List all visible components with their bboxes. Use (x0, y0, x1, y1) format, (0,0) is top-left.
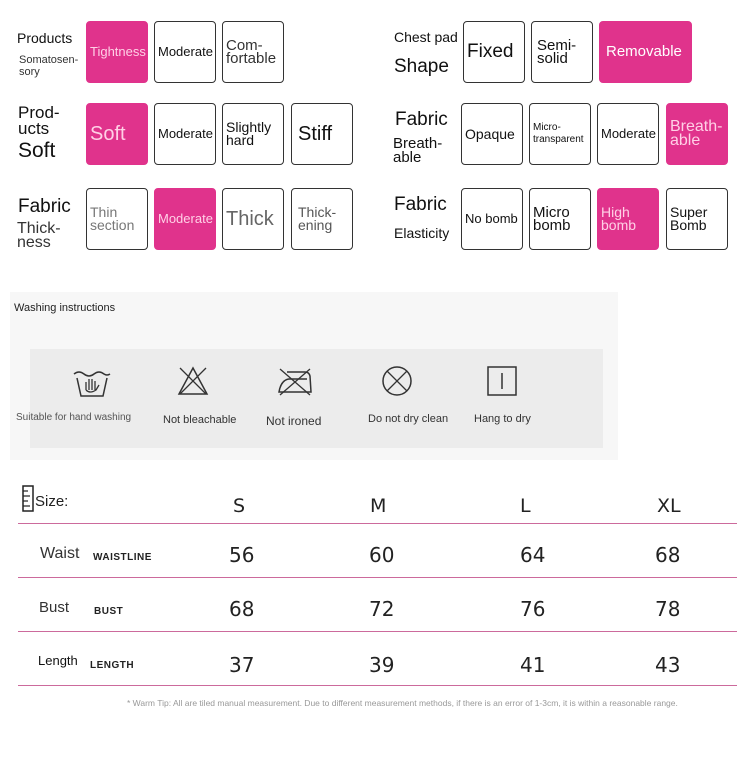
row-name: Waist (40, 545, 80, 562)
softness-option: Stiff (291, 103, 353, 165)
breathable-title: Fabric (395, 109, 448, 130)
size-column-header: M (370, 495, 387, 517)
wash-label: Suitable for hand washing (16, 412, 132, 423)
washing-icons-area (30, 349, 603, 448)
tightness-option: Moderate (154, 21, 216, 83)
wash-label: Not ironed (266, 414, 322, 428)
wash-label: Do not dry clean (368, 413, 449, 425)
table-divider (18, 685, 737, 686)
size-column-header: S (233, 495, 246, 517)
table-cell: 72 (369, 597, 395, 621)
table-divider (18, 631, 737, 632)
softness-title-1: Prod- (18, 103, 60, 122)
elasticity-option: No bomb (461, 188, 523, 250)
softness-option: Moderate (154, 103, 216, 165)
hand-wash-icon (72, 364, 112, 400)
table-cell: 41 (520, 653, 546, 677)
softness-title-2: ucts (18, 119, 50, 138)
wash-label: Hang to dry (474, 413, 531, 425)
table-cell: 68 (655, 543, 681, 567)
table-divider (18, 523, 737, 524)
table-divider (18, 577, 737, 578)
breathable-subtitle-1: Breath- (393, 135, 443, 152)
thickness-subtitle-1: Thick- (17, 220, 61, 237)
size-header-label: Size: (35, 493, 69, 510)
tightness-option: Tightness (86, 21, 148, 83)
breathable-option: Micro- transparent (529, 103, 591, 165)
no-iron-icon (277, 366, 313, 398)
tightness-option: Com- fortable (222, 21, 284, 83)
washing-title: Washing instructions (14, 302, 116, 314)
shape-subtitle: Shape (394, 56, 449, 77)
tightness-subtitle-1: Somatosen- (19, 54, 79, 66)
elasticity-option: Micro bomb (529, 188, 591, 250)
tightness-subtitle-2: sory (19, 66, 40, 78)
row-name: Bust (39, 599, 70, 616)
table-cell: 37 (229, 653, 255, 677)
softness-option: Soft (86, 103, 148, 165)
elasticity-title: Fabric (394, 194, 447, 215)
warm-tip: * Warm Tip: All are tiled manual measurement. Due to different measurement methods, if there is an error of 1-3cm, it is within a reasonable range. (127, 698, 678, 708)
table-cell: 60 (369, 543, 395, 567)
no-dry-clean-icon (381, 365, 413, 397)
table-cell: 78 (655, 597, 681, 621)
thickness-option: Moderate (154, 188, 216, 250)
shape-option: Semi- solid (531, 21, 593, 83)
thickness-option: Thick (222, 188, 284, 250)
no-bleach-icon (176, 365, 210, 397)
shape-title: Chest pad (394, 29, 458, 45)
elasticity-option: Super Bomb (666, 188, 728, 250)
elasticity-option: High bomb (597, 188, 659, 250)
table-cell: 68 (229, 597, 255, 621)
table-cell: 43 (655, 653, 681, 677)
softness-subtitle: Soft (18, 139, 56, 162)
row-subname: BUST (94, 606, 124, 617)
table-cell: 76 (520, 597, 546, 621)
breathable-option: Opaque (461, 103, 523, 165)
table-cell: 56 (229, 543, 255, 567)
shape-option: Fixed (463, 21, 525, 83)
wash-label: Not bleachable (163, 414, 237, 426)
row-subname: LENGTH (90, 660, 135, 671)
size-column-header: XL (657, 495, 681, 517)
softness-option: Slightly hard (222, 103, 284, 165)
shape-option: Removable (599, 21, 692, 83)
thickness-option: Thick- ening (291, 188, 353, 250)
thickness-option: Thin section (86, 188, 148, 250)
thickness-subtitle-2: ness (17, 234, 51, 251)
table-cell: 39 (369, 653, 395, 677)
breathable-subtitle-2: able (393, 149, 422, 166)
elasticity-subtitle: Elasticity (394, 225, 450, 241)
row-subname: WAISTLINE (93, 552, 152, 563)
hang-dry-icon (486, 365, 518, 397)
ruler-icon (22, 485, 34, 512)
row-name: Length (38, 653, 78, 668)
breathable-option: Breath- able (666, 103, 728, 165)
table-cell: 64 (520, 543, 546, 567)
breathable-option: Moderate (597, 103, 659, 165)
tightness-title: Products (17, 30, 73, 46)
thickness-title: Fabric (18, 196, 71, 217)
size-column-header: L (520, 495, 531, 517)
